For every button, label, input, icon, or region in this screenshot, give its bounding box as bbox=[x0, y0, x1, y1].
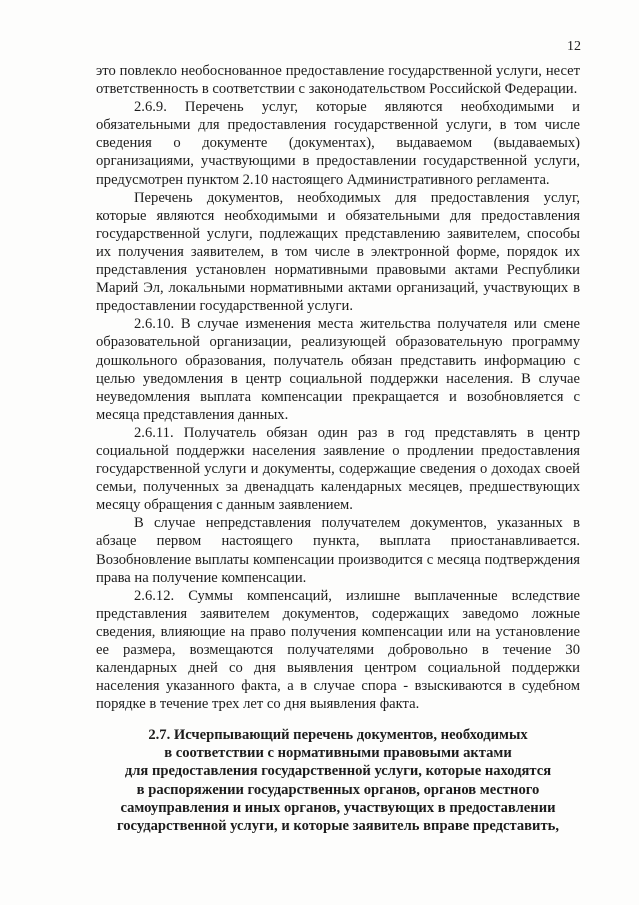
paragraph-2-6-9: 2.6.9. Перечень услуг, которые являются необходимыми и обязательными для предоставления государственной услуги, в том числе сведения о документе (документах), выдаваемом (выдаваемых) организациями, участвующими в предоставлении государственной услуги, предусмотрен пунктом 2.10 настоящего Административного регламента. bbox=[96, 99, 580, 188]
page-number: 12 bbox=[567, 39, 581, 54]
paragraph-non-submission: В случае непредставления получателем документов, указанных в абзаце первом настоящего пункта, выплата приостанавливается. Возобновление выплаты компенсации производится с месяца подтверждения права на получение компенсации. bbox=[96, 515, 580, 586]
section-heading-line: самоуправления и иных органов, участвующих в предоставлении bbox=[120, 799, 556, 816]
section-heading-line: для предоставления государственной услуги, которые находятся bbox=[124, 763, 552, 780]
section-heading-line: 2.7. Исчерпывающий перечень документов, необходимых bbox=[148, 727, 528, 743]
section-heading-line: государственной услуги, и которые заявитель вправе представить, bbox=[116, 818, 560, 835]
paragraph-2-6-10: 2.6.10. В случае изменения места жительства получателя или смене образовательной организации, реализующей образовательную программу дошкольного образования, получатель обязан представить информацию с целью уведомления в центр социальной поддержки населения. В случае неуведомления выплата компенсации прекращается и возобновляется с месяца представления данных. bbox=[96, 316, 580, 423]
paragraph-documents-list: Перечень документов, необходимых для предоставления услуг, которые являются необходимыми и обязательными для предоставления государственной услуги, подлежащих представлению заявителем, способы их получения заявителем, в том числе в электронной форме, порядок их представления установлен нормативными правовыми актами Республики Марий Эл, локальными нормативными актами организаций, участвующих в предоставлении государственной услуги. bbox=[96, 189, 580, 315]
paragraph-2-6-11: 2.6.11. Получатель обязан один раз в год представлять в центр социальной поддержки населения заявление о продлении предоставления государственной услуги и документы, содержащие сведения о доходах своей семьи, полученных за двенадцать календарных месяцев, предшествующих месяцу обращения с данным заявлением. bbox=[96, 424, 580, 514]
paragraph-2-6-12: 2.6.12. Суммы компенсаций, излишне выплаченные вследствие представления заявителем документов, содержащих заведомо ложные сведения, влияющие на право получения компенсации или на установление ее размера, возмещаются получателями добровольно в течение 30 календарных дней со дня выявления центром социальной поддержки населения указанного факта, а в случае спора - взыскиваются в судебном порядке в течение трех лет со дня выявления факта. bbox=[96, 587, 580, 713]
section-heading-2-7 bbox=[96, 726, 580, 835]
section-heading-line: в распоряжении государственных органов, органов местного bbox=[136, 781, 540, 798]
document-body bbox=[96, 62, 580, 713]
section-heading-line: в соответствии с нормативными правовыми актами bbox=[164, 745, 512, 762]
paragraph-liability: это повлекло необоснованное предоставление государственной услуги, несет ответственность в соответствии с законодательством Российской Федерации. bbox=[96, 63, 580, 98]
